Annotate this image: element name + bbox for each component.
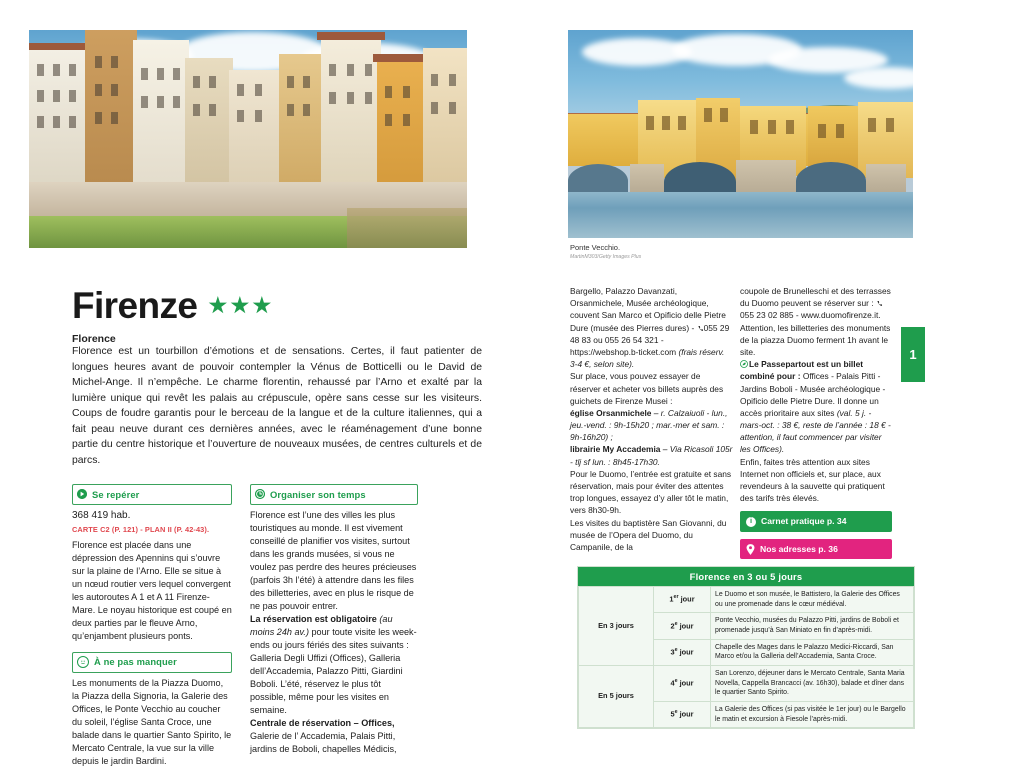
florence-arno-buildings-photo — [29, 30, 467, 248]
right-column-2 — [740, 285, 892, 559]
rc2-p1-a: coupole de Brunelleschi et des terrasses du Duomo peuvent se réserver sur : — [740, 286, 891, 309]
caption-title: Ponte Vecchio. — [570, 243, 621, 252]
itinerary-day-desc: San Lorenzo, déjeuner dans le Mercato Centrale, Santa Maria Novella, Cappella Brancacci (av. 16h30), balade et dîner dans le quartier Santo Spirito. — [711, 665, 914, 701]
a-ne-pas-manquer-body: Les monuments de la Piazza Duomo, la Piazza della Signoria, la Galerie des Offices, le Ponte Vecchio au coucher du soleil, l’église Santa Croce, une balade dans le quartier Santo Spirito, le Mercato Centrale, la vue sur la ville depuis le jardin Bardini. — [72, 677, 232, 766]
compass-icon — [77, 489, 87, 499]
itinerary-day-label: 2e jour — [654, 613, 711, 639]
banner-label: Carnet pratique p. 34 — [761, 516, 847, 527]
centrale-reservation-block — [250, 717, 418, 756]
rc2-phone-1: 055 23 02 885 — [740, 310, 794, 321]
rc1-p4-italic: – Via Ricasoli 105r - tlj sf lun. : 8h45-17h30. — [570, 444, 733, 467]
population-stat: 368 419 hab. — [72, 509, 131, 521]
map-reference: CARTE C2 (P. 121) - PLAN II (P. 42-43). — [72, 525, 210, 535]
rc2-para-1 — [740, 285, 892, 358]
itinerary-table — [577, 566, 915, 729]
itinerary-day-desc: Ponte Vecchio, musées du Palazzo Pitti, jardins de Boboli et promenade jusqu’à San Miniato en fin d’après-midi. — [711, 613, 914, 639]
page-title-text: Firenze — [72, 285, 198, 326]
itinerary-group-label: En 3 jours — [579, 587, 654, 666]
section-header-organiser-son-temps — [250, 484, 418, 505]
column-organiser-son-temps — [250, 484, 418, 756]
page-title-block — [72, 287, 492, 345]
rc2-para-2 — [740, 358, 892, 456]
phone-icon — [697, 323, 704, 330]
page-subtitle: Florence — [72, 333, 116, 345]
rc1-p1-italic: (frais réserv. 3-4 €, selon site). — [570, 346, 725, 370]
itinerary-day-label: 3e jour — [654, 639, 711, 665]
rc2-p1-b: - www.duomofirenze.it. Attention, les billetteries des monuments de la piazza Duomo ferment 1h avant le site. — [740, 310, 891, 357]
star-icon — [252, 296, 271, 315]
section-label: Se repérer — [92, 488, 140, 500]
itinerary-group-label: En 5 jours — [579, 665, 654, 727]
ponte-vecchio-photo — [568, 30, 913, 238]
reservation-lead: La réservation est obligatoire — [250, 613, 377, 624]
se-reperer-body: Florence est placée dans une dépression des Apennins qui s’ouvre sur la plaine de l’Arno. Elle se situe à un nœud routier vers lequel convergent les autoroutes A 1 et A 11 Firenze-Mare. Le noyau historique est coupé en deux parties par le fleuve Arno, qu’enjambent plusieurs ponts. — [72, 539, 232, 641]
rc2-para-3: Enfin, faites très attention aux sites Internet non officiels et, sur place, aux revendeurs à la sauvette qui pratiquent des tarifs très élevés. — [740, 456, 885, 504]
itinerary-day-label: 1er jour — [654, 587, 711, 613]
rc1-p1-b: - https://webshop.b-ticket.com — [570, 334, 679, 357]
rc1-para-4 — [570, 443, 733, 467]
rc1-para-5: Pour le Duomo, l’entrée est gratuite et sans réservation, mais pour éviter des attentes trop longues, essayez d’y aller tôt le matin, vers 8h30-9h. — [570, 468, 732, 516]
rc1-para-6: Les visites du baptistère San Giovanni, du musée de l’Opera del Duomo, du Campanile, de la — [570, 517, 727, 552]
itinerary-day-desc: Chapelle des Mages dans le Palazzo Medici-Riccardi, San Marco et/ou la Galleria dell’Accademia, Santa Croce. — [711, 639, 914, 665]
organiser-reservation-block — [250, 613, 418, 717]
organiser-para-2: pour toute visite les week-ends ou jours fériés des sites suivants : Galleria Degli Uffizi (Offices), Galleria dell’Accademia, Palazzo Pitti, Giardini Boboli. L’été, réservez le plus tôt possible, même pour les visites en semaine. — [250, 626, 417, 715]
rc2-p2-italic: (val. 5 j. - mars-oct. : 38 €, reste de l’année : 18 € - attention, il faut commencer par visiter les Offices). — [740, 407, 891, 455]
chapter-tab: 1 — [901, 327, 925, 382]
section-header-se-reperer — [72, 484, 232, 505]
section-header-a-ne-pas-manquer — [72, 652, 232, 673]
page-title — [72, 287, 492, 324]
map-pin-icon — [746, 544, 755, 555]
rc1-p3-bold: église Orsanmichele — [570, 407, 652, 418]
rc1-para-3 — [570, 407, 733, 444]
centrale-body: Galerie de l’ Accademia, Palais Pitti, jardins de Boboli, chapelles Médicis, — [250, 730, 397, 754]
info-icon: i — [746, 517, 756, 527]
centrale-lead: Centrale de réservation – Offices, — [250, 717, 395, 728]
organiser-para-1: Florence est l’une des villes les plus touristiques au monde. Il est vivement conseillé de planifier vos visites, surtout dans les grands musées, si vous ne voulez pas perdre des heures précieuses (parfois 3h l’été) à attendre dans les files des billetteries, avec en plus le risque de ne pas pouvoir entrer. — [250, 509, 417, 611]
section-label: À ne pas manquer — [94, 656, 177, 668]
right-column-1 — [570, 285, 733, 553]
star-icon — [208, 296, 227, 315]
photo-caption — [570, 243, 790, 261]
itinerary-day-label: 5e jour — [654, 701, 711, 727]
table-row — [579, 665, 914, 701]
rc1-phone-1: 055 29 48 83 ou 055 26 54 321 — [570, 322, 730, 345]
rc1-para-1 — [570, 285, 733, 370]
phone-icon — [876, 298, 883, 305]
itinerary-day-desc: Le Duomo et son musée, le Battistero, la Galerie des Offices ou une promenade dans le cœur médiéval. — [711, 587, 914, 613]
rc2-p2-bold: Le Passepartout est un billet combiné pour : — [740, 359, 864, 382]
leaf-icon — [740, 359, 748, 367]
smiley-icon — [77, 656, 89, 668]
rc1-para-2: Sur place, vous pouvez essayer de réserver et acheter vos billets auprès des guichets de Firenze Musei : — [570, 371, 724, 406]
rc1-p4-bold: librairie My Accademia — [570, 444, 661, 455]
column-se-reperer — [72, 484, 232, 768]
itinerary-day-label: 4e jour — [654, 665, 711, 701]
star-icon — [230, 296, 249, 315]
rc1-p1-a: Bargello, Palazzo Davanzati, Orsanmichele, Musée archéologique, couvent San Marco et Opificio delle Pietre Dure (musée des Pierres dures) - — [570, 286, 726, 333]
banner-nos-adresses[interactable] — [740, 539, 892, 559]
banner-label: Nos adresses p. 36 — [760, 543, 838, 554]
banner-carnet-pratique[interactable] — [740, 511, 892, 531]
clock-icon — [255, 489, 265, 499]
caption-credit: MartinM303/Getty Images Plus — [570, 254, 642, 261]
section-label: Organiser son temps — [270, 488, 366, 500]
reservation-note: (au moins 24h av.) — [250, 613, 393, 637]
intro-paragraph: Florence est un tourbillon d’émotions et de sensations. Certes, il faut patienter de longues heures avant de pouvoir contempler la Vénus de Botticelli ou le David de Michel-Ange. Il n’empêche. Le charme florentin, rehaussé par l’Arno et exalté par la lumière unique qui revêt les palais au crépuscule, opère sans cesse sur les visiteurs. Coups de foudre garantis pour le berceau de la langue et de la culture italiennes, qui a fait peau neuve durant ces dernières années, avec le réaménagement d’une bonne partie du centre historique et l’ouverture de nouveaux musées, de centres culturels et de parcs. — [72, 346, 482, 466]
itinerary-title: Florence en 3 ou 5 jours — [578, 567, 914, 586]
table-row — [579, 587, 914, 613]
rc1-p3-italic: – r. Calzaiuoli - lun., jeu.-vend. : 9h-15h20 ; mar.-mer et sam. : 9h-16h20) ; — [570, 407, 728, 443]
rating-stars — [208, 296, 271, 315]
rc2-p2-body: Offices - Palais Pitti - Jardins Boboli - Musée archéologique - Opificio delle Pietre Dure. Il donne un accès prioritaire aux sites — [740, 371, 886, 418]
itinerary-grid — [578, 586, 914, 728]
itinerary-day-desc: La Galerie des Offices (si pas visitée le 1er jour) ou le Bargello le matin et excursion à Fiesole l’après-midi. — [711, 701, 914, 727]
